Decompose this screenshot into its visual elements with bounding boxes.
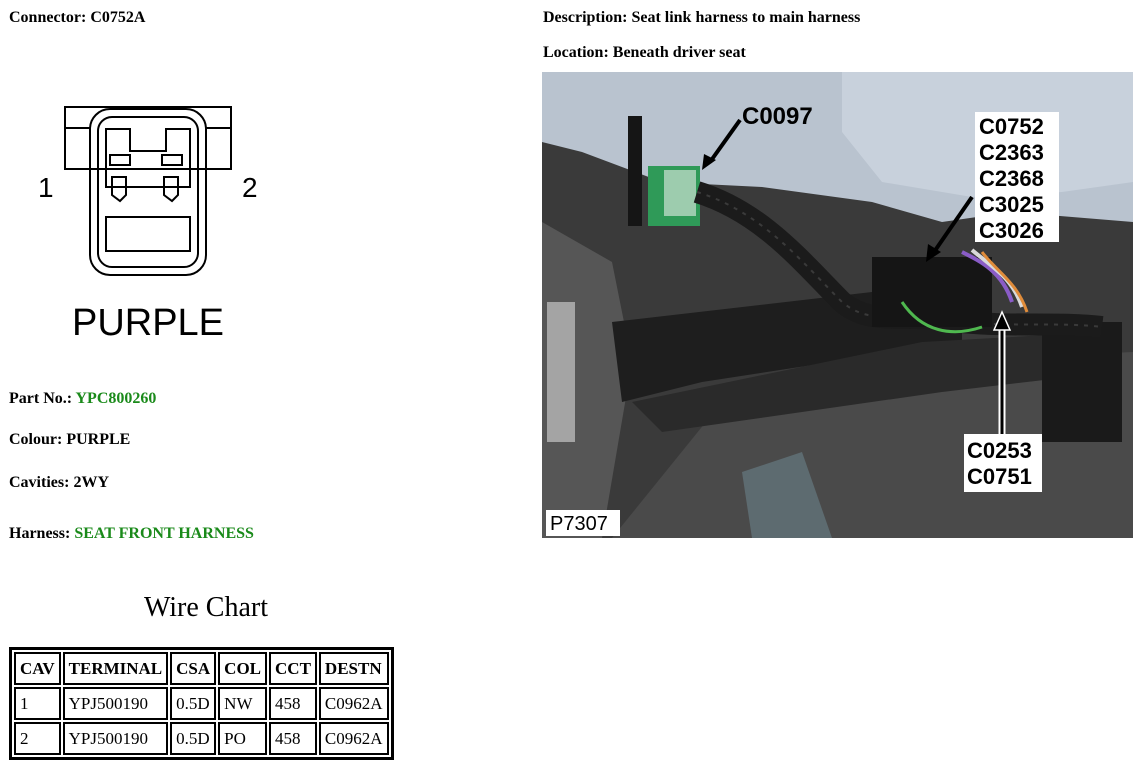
part-number-link[interactable]: YPC800260 bbox=[75, 390, 157, 407]
cell-cct: 458 bbox=[269, 722, 317, 755]
harness-key: Harness: bbox=[9, 525, 71, 542]
col-terminal: TERMINAL bbox=[63, 652, 169, 685]
callout-c0097: C0097 bbox=[742, 103, 813, 130]
description-value: Seat link harness to main harness bbox=[631, 9, 861, 26]
diagram-colour-text: PURPLE bbox=[71, 302, 225, 344]
table-row bbox=[14, 687, 389, 720]
pin-label-1: 1 bbox=[38, 172, 54, 203]
cell-cct: 458 bbox=[269, 687, 317, 720]
col-destn: DESTN bbox=[319, 652, 389, 685]
connector-key bbox=[106, 217, 190, 251]
cell-destn: C0962A bbox=[319, 687, 389, 720]
cavities-value: 2WY bbox=[73, 474, 109, 491]
cavities-row bbox=[9, 474, 109, 492]
cell-csa: 0.5D bbox=[170, 687, 216, 720]
wire-chart-table bbox=[9, 647, 394, 760]
connector-label-key: Connector: bbox=[9, 9, 87, 26]
connector-id: C0752A bbox=[90, 9, 146, 26]
pin-label-2: 2 bbox=[242, 172, 258, 203]
callout-c0752: C0752 bbox=[979, 114, 1044, 139]
wire-chart-title: Wire Chart bbox=[143, 592, 269, 623]
callout-c3025: C3025 bbox=[979, 192, 1044, 217]
cavities-key: Cavities: bbox=[9, 474, 70, 491]
cell-col: PO bbox=[218, 722, 267, 755]
location-label bbox=[543, 44, 746, 62]
harness-link[interactable]: SEAT FRONT HARNESS bbox=[74, 525, 254, 542]
cell-terminal: YPJ500190 bbox=[63, 687, 169, 720]
col-col: COL bbox=[218, 652, 267, 685]
cell-destn: C0962A bbox=[319, 722, 389, 755]
photo-id: P7307 bbox=[550, 513, 608, 535]
cell-cav: 1 bbox=[14, 687, 61, 720]
part-number-row bbox=[9, 390, 156, 408]
callout-c2368: C2368 bbox=[979, 166, 1044, 191]
terminal-2 bbox=[164, 177, 178, 201]
terminal-slot-2 bbox=[162, 155, 182, 165]
colour-key: Colour: bbox=[9, 431, 63, 448]
col-cct: CCT bbox=[269, 652, 317, 685]
harness-row bbox=[9, 525, 254, 543]
cell-cav: 2 bbox=[14, 722, 61, 755]
table-row bbox=[14, 722, 389, 755]
col-csa: CSA bbox=[170, 652, 216, 685]
cell-terminal: YPJ500190 bbox=[63, 722, 169, 755]
location-photo bbox=[542, 72, 1133, 538]
connector-label bbox=[9, 9, 145, 27]
colour-value: PURPLE bbox=[66, 431, 131, 448]
callout-c0751: C0751 bbox=[967, 464, 1032, 489]
description-label bbox=[543, 9, 860, 27]
location-key: Location: bbox=[543, 44, 609, 61]
callout-c2363: C2363 bbox=[979, 140, 1044, 165]
description-key: Description: bbox=[543, 9, 628, 26]
connector-face-diagram bbox=[30, 95, 270, 345]
terminal-1 bbox=[112, 177, 126, 201]
cell-csa: 0.5D bbox=[170, 722, 216, 755]
terminal-slot-1 bbox=[110, 155, 130, 165]
location-value: Beneath driver seat bbox=[612, 44, 746, 61]
cell-col: NW bbox=[218, 687, 267, 720]
wire-chart-header-row bbox=[14, 652, 389, 685]
callout-c0253: C0253 bbox=[967, 438, 1032, 463]
colour-row bbox=[9, 431, 130, 449]
col-cav: CAV bbox=[14, 652, 61, 685]
callout-c3026: C3026 bbox=[979, 218, 1044, 243]
part-number-key: Part No.: bbox=[9, 390, 73, 407]
